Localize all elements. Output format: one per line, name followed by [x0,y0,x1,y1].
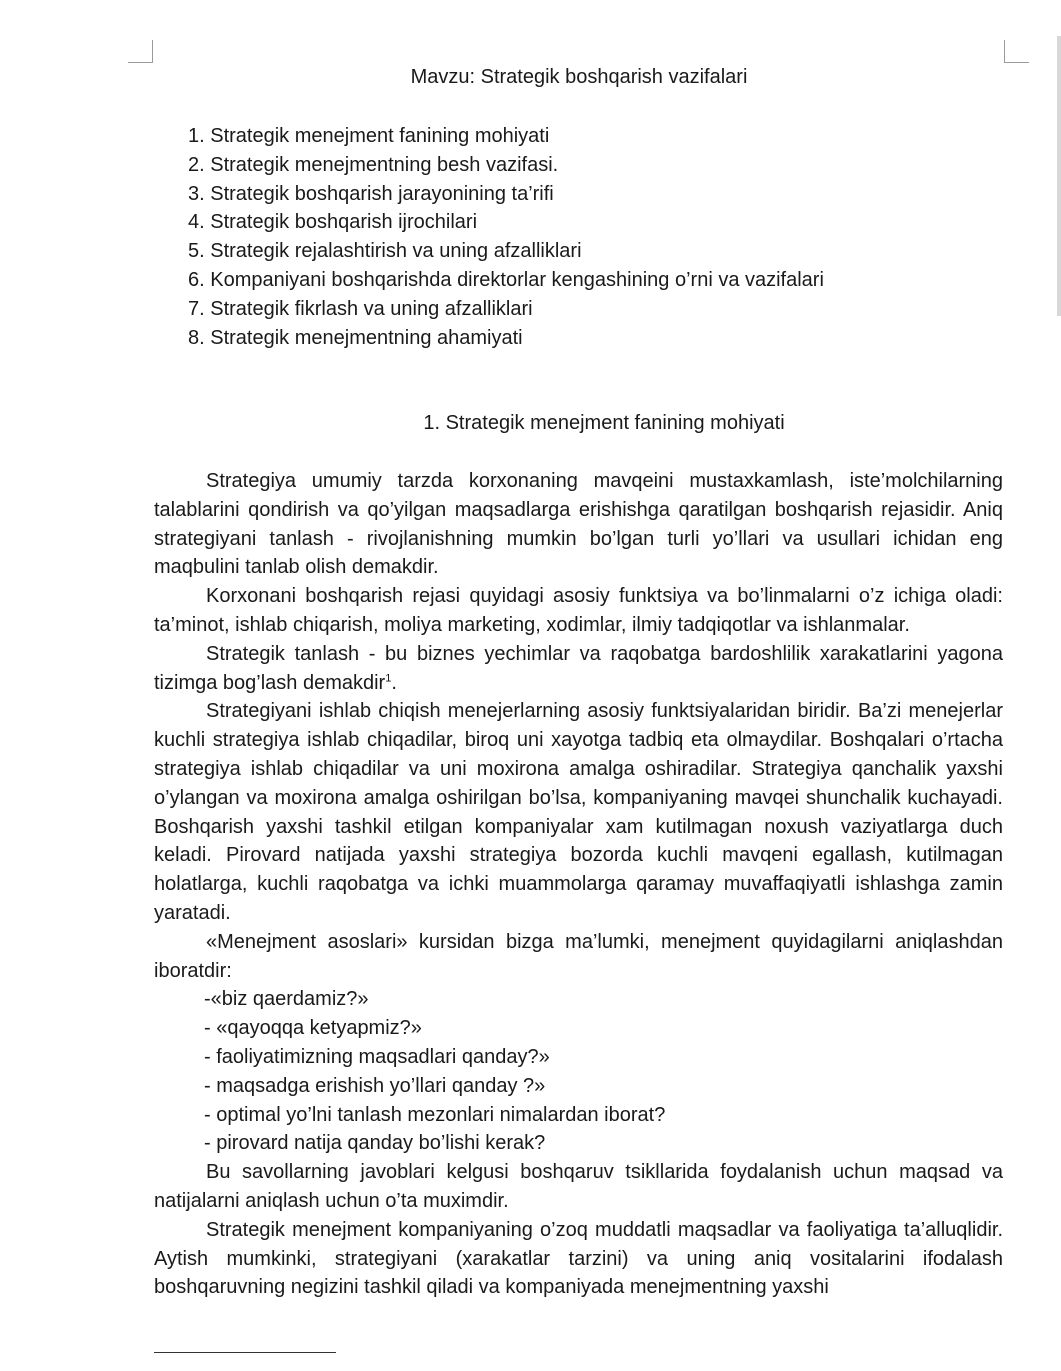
toc-item: 4. Strategik boshqarish ijrochilari [188,211,478,234]
paragraph: Strategik menejment kompaniyaning o’zoq muddatli maqsadlar va faoliyatiga ta’alluqlidir. Aytish mumkinki, strategiyani (xarakatlar tarzini) va uning aniq vositalarini ifodalash boshqaruvning negizini tashkil qiladi va kompaniyada menejmentning yaxshi [154,1218,1003,1299]
question-item: - maqsadga erishish yo’llari qanday ?» [204,1074,546,1097]
toc-item: 6. Kompaniyani boshqarishda direktorlar kengashining o’rni va vazifalari [188,268,824,291]
table-of-contents [188,122,824,352]
footnote-separator [154,1352,336,1353]
question-item: - pirovard natija qanday bo’lishi kerak? [204,1132,546,1155]
paragraph [154,640,1003,698]
toc-item: 3. Strategik boshqarish jarayonining ta’rifi [188,182,554,205]
footnote-reference[interactable]: 1 [385,671,392,684]
section-heading: 1. Strategik menejment fanining mohiyati [423,412,785,434]
paragraph: «Menejment asoslari» kursidan bizga ma’lumki, menejment quyidagilarni aniqlashdan iboratdir: [154,930,1003,982]
document-body [154,467,1003,1302]
paragraph-text: Strategik tanlash - bu biznes yechimlar va raqobatga bardoshlilik xarakatlarini yagona tizimga bog’lash demakdir [154,642,1003,694]
margin-corner-mark-left [128,40,153,63]
margin-corner-mark-right [1004,40,1029,63]
question-item: -«biz qaerdamiz?» [204,988,369,1011]
document-title: Mavzu: Strategik boshqarish vazifalari [410,66,748,88]
toc-item: 7. Strategik fikrlash va uning afzalliklari [188,297,533,320]
paragraph: Strategiya umumiy tarzda korxonaning mavqeini mustaxkamlash, iste’molchilarning talablarini qondirish va qo’yilgan maqsadlarga erishishga qaratilgan boshqarish rejasidir. Aniq strategiyani tanlash - rivojlanishning mumkin bo’lgan turli yo’llari va usullari ichidan eng maqbulini tanlab olish demakdir. [154,470,1003,579]
question-item: - faoliyatimizning maqsadlari qanday?» [204,1045,550,1068]
paragraph: Strategiyani ishlab chiqish menejerlarning asosiy funktsiyalaridan biridir. Ba’zi menejerlar kuchli strategiya ishlab chiqadilar, biroq uni xayotga tadbiq eta olmaydilar. Boshqalari o’rtacha strategiya ishlab chiqadilar va uni moxirona amalga oshiradilar. Strategiya qanchalik yaxshi o’ylangan va moxirona amalga oshirilgan bo’lsa, kompaniyaning mavqei shunchalik kuchayadi. Boshqarish yaxshi tashkil etilgan kompaniyalar xam kutilmagan noxush vaziyatlarga duch keladi. Pirovard natijada yaxshi strategiya bozorda kuchli mavqeni egallash, kutilmagan holatlarga, kuchli raqobatga va ichki muammolarga qaramay muvaffaqiyatli ishlashga zamin yaratadi. [154,700,1003,924]
toc-item: 2. Strategik menejmentning besh vazifasi. [188,153,559,176]
question-item: - optimal yo’lni tanlash mezonlari nimalardan iborat? [204,1103,666,1126]
toc-item: 5. Strategik rejalashtirish va uning afzalliklari [188,240,582,263]
paragraph-end: . [391,671,397,694]
paragraph: Korxonani boshqarish rejasi quyidagi asosiy funktsiya va bo’linmalarni o’z ichiga oladi: ta’minot, ishlab chiqarish, moliya marketing, xodimlar, ilmiy tadqiqotlar va ishlanmalar. [154,585,1003,636]
toc-item: 8. Strategik menejmentning ahamiyati [188,326,523,349]
question-item: - «qayoqqa ketyapmiz?» [204,1017,422,1040]
paragraph: Bu savollarning javoblari kelgusi boshqaruv tsikllarida foydalanish uchun maqsad va natijalarni aniqlash uchun o’ta muximdir. [154,1161,1003,1212]
toc-item: 1. Strategik menejment fanining mohiyati [188,125,550,147]
